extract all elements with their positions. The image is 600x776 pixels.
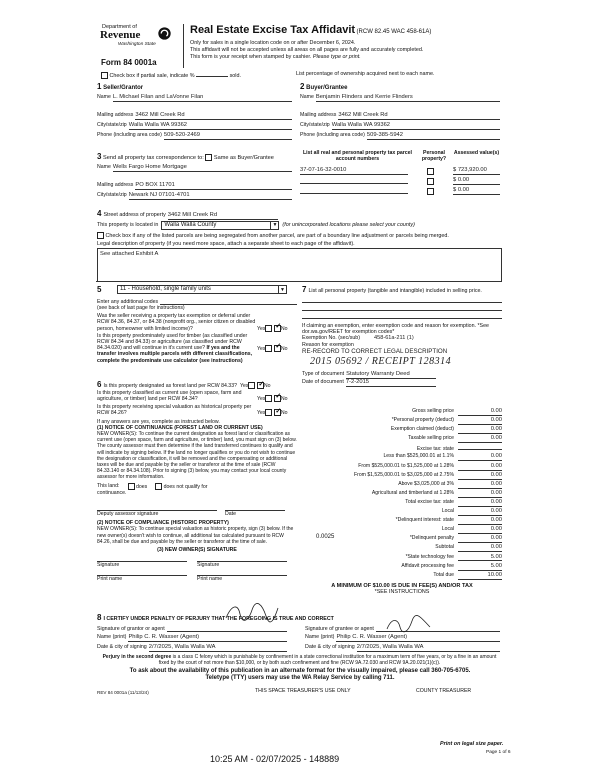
- tax-row: [302, 408, 502, 417]
- tax-row: [302, 554, 502, 563]
- tax-row: [302, 544, 502, 553]
- tax-row-label: *State technology fee: [405, 553, 454, 560]
- tax-row-value[interactable]: 0.00: [458, 535, 502, 543]
- section-divider: [96, 281, 501, 282]
- reason-label: Reason for exemption: [302, 341, 354, 348]
- section-6: [97, 380, 297, 582]
- tax-row-value[interactable]: 0.00: [458, 453, 502, 461]
- continuance-label: continuance.: [97, 489, 127, 496]
- does-not-checkbox[interactable]: [155, 483, 162, 490]
- partial-sale-checkbox[interactable]: [101, 72, 108, 79]
- doc-type-field[interactable]: Statutory Warranty Deed: [346, 371, 436, 379]
- personal-property-checkbox[interactable]: [427, 178, 434, 185]
- partial-sale-sold: sold.: [229, 73, 241, 79]
- owner-print-label-2: Print name: [197, 575, 223, 582]
- doc-date-field[interactable]: 7-2-2015: [346, 379, 436, 387]
- doc-type-row: Type of document Statutory Warranty Deed: [302, 371, 502, 379]
- grantor-date-label: Date & city of signing: [97, 643, 147, 650]
- seller-section: [97, 82, 292, 140]
- personal-property-checkbox[interactable]: [427, 188, 434, 195]
- chevron-down-icon: ▼: [270, 221, 278, 229]
- partial-sale-label: Check box if partial sale, indicate %: [109, 73, 195, 79]
- buyer-name-row: Name Benjamin Flinders and Kerrie Flinders: [300, 94, 500, 102]
- tax-row-label: Affidavit processing fee: [401, 562, 454, 569]
- exemption-claim-text: If claiming an exemption, enter exemption code and reason for exemption. *See dor.wa.gov/REET for exemption codes*: [302, 322, 489, 335]
- tax-row-label: Excise tax: state: [416, 446, 454, 453]
- tax-row-value[interactable]: 5.00: [458, 563, 502, 571]
- header-instructions: [190, 40, 423, 62]
- buyer-city-row: City/state/zip Walla Walla WA 99362: [300, 122, 500, 130]
- tax-row: [302, 453, 502, 462]
- tax-row-value[interactable]: 0.00: [458, 408, 502, 416]
- tax-row-label: Subtotal: [435, 544, 454, 551]
- correspondence-heading: 3 Send all property tax correspondence to: Same as Buyer/Grantee: [97, 152, 274, 161]
- county-row: This property is located in Walla Walla County ▼ (for unincorporated locations please select your county): [97, 221, 415, 229]
- timber-no-checkbox[interactable]: [274, 345, 281, 352]
- tax-row-value[interactable]: 0.00: [458, 490, 502, 498]
- legal-paper-note: Print on legal size paper.: [440, 741, 504, 747]
- tax-row-label: *Personal property (deduct): [391, 417, 454, 424]
- does-checkbox[interactable]: [128, 483, 135, 490]
- parcel-number-field[interactable]: [300, 178, 408, 184]
- tax-row-label: Above $3,025,000 at 3%: [398, 480, 454, 487]
- local-rate: 0.0025: [316, 534, 335, 540]
- correspondence-city-row: City/state/zip Newark NJ 07101-4701: [97, 192, 292, 200]
- section-8: [97, 613, 502, 652]
- historic-no-checkbox[interactable]: [274, 409, 281, 416]
- minimum-due-note: A MINIMUM OF $10.00 IS DUE IN FEE(S) AND/OR TAX: [331, 582, 473, 589]
- seller-phone-row: Phone (including area code) 509-520-2469: [97, 132, 292, 140]
- forest-question: 6 Is this property designated as forest land per RCW 84.33? Yes ✓ No: [97, 380, 297, 390]
- grantee-date-label: Date & city of signing: [305, 643, 355, 650]
- tax-row-value[interactable]: 0.00: [458, 417, 502, 425]
- historic-question: Is this property receiving special valuation as historical property per RCW 84.26? Yes ✓ No: [97, 404, 297, 416]
- grantee-name-label: Name (print): [305, 633, 335, 640]
- grantor-signature-label: Signature of grantor or agent: [97, 625, 165, 632]
- seller-name-row: Name L. Michael Filan and LaVonne Filan: [97, 94, 292, 102]
- buyer-heading: 2 Buyer/Grantee: [300, 82, 348, 91]
- assessed-value-field[interactable]: $ 0.00: [453, 187, 500, 195]
- tax-row: [302, 572, 502, 581]
- recording-stamp: 10:25 AM - 02/07/2025 - 148889: [210, 754, 340, 764]
- alt-format-note: To ask about the availability of this publication in an alternate format for the visually impaired, please call 360-705-6705. Teletype (TTY) users may use the WA Relay Service by calling 711.: [129, 668, 471, 681]
- page-number: Page 1 of 6: [486, 750, 511, 755]
- tax-row: [302, 417, 502, 426]
- chevron-down-icon: ▼: [278, 286, 286, 294]
- parcel-number-field[interactable]: 37-07-16-32-0010: [300, 167, 408, 175]
- personal-property-label: 7 List all personal property (tangible and intangible) included in selling price.: [302, 285, 482, 294]
- exempt-no-checkbox[interactable]: [274, 325, 281, 332]
- section-5: [97, 285, 297, 364]
- parcel-number-field[interactable]: [300, 188, 408, 194]
- grantee-name-field[interactable]: Philip C. R. Wasser (Agent): [336, 634, 500, 642]
- buyer-phone-row: Phone (including area code) 509-385-5942: [300, 132, 500, 140]
- personal-property-checkbox[interactable]: [427, 168, 434, 175]
- notice1-heading: (1) NOTICE OF CONTINUANCE (FOREST LAND OR CURRENT USE): [97, 424, 263, 431]
- doc-date-row: Date of document 7-2-2015: [302, 379, 502, 387]
- exempt-question: Was the seller receiving a property tax exemption or deferral under RCW 84.36, 84.37, or 84.38 (nonprofit org., senior citizen or disabled person, homeowner with limited income)? Yes ✓ No: [97, 313, 297, 332]
- land-use-select[interactable]: [117, 285, 287, 294]
- grantor-signature-line[interactable]: [167, 626, 287, 632]
- tax-row-value[interactable]: 0.00: [458, 435, 502, 443]
- assessed-value-field[interactable]: $ 723,920.00: [453, 167, 500, 175]
- exempt-yes-checkbox[interactable]: [265, 325, 272, 332]
- parcel-row: [300, 166, 500, 176]
- grantor-name-field[interactable]: Philip C. R. Wasser (Agent): [128, 634, 287, 642]
- assessed-value-field[interactable]: $ 0.00: [453, 177, 500, 185]
- correspondence-city-field[interactable]: Newark NJ 07101-4701: [129, 192, 292, 200]
- current-use-no-checkbox[interactable]: [274, 395, 281, 402]
- grantor-date-field[interactable]: 2/7/2025, Walla Walla WA: [149, 644, 287, 652]
- parcel-col-header: List all real and personal property tax parcel account numbers: [303, 150, 412, 163]
- historic-yes-checkbox[interactable]: [265, 409, 272, 416]
- this-land-row: This land: does does not qualify for: [97, 482, 208, 490]
- correspondence-section: [97, 152, 292, 200]
- tax-row-label: Local: [441, 508, 454, 515]
- tax-row: [302, 499, 502, 508]
- partial-sale-pct-field[interactable]: [196, 71, 228, 77]
- correspondence-mailing-row: Mailing address PO BOX 11701: [97, 182, 292, 190]
- tax-row: [302, 517, 502, 526]
- tax-row: [302, 472, 502, 481]
- tax-row-label: Exemption claimed (deduct): [390, 426, 454, 433]
- see-back-note: (see back of last page for instructions): [97, 304, 185, 311]
- street-section: [97, 209, 502, 282]
- signature-scribble-icon: [384, 615, 434, 635]
- header-line-2: This affidavit will not be accepted unless all areas on all pages are fully and accurately completed.: [190, 47, 424, 54]
- see-instructions-note: *SEE INSTRUCTIONS: [374, 589, 430, 596]
- notice1-text: NEW OWNER(S): To continue the current designation as forest land or classification as current use (open space, farm and agriculture, or timber) land, you must sign on (3) below. The county assessor must then determine if the land transferred continues to qualify and will indicate by signing below. If the land no longer qualifies or you do not wish to continue the designation or classification, it will be removed and the compensating or additional taxes will be due and payable by the seller or transferor at the time of sale (RCW 84.33.140 or 84.34.108). Prior to signing (3) below, you may contact your local county assessor for more information.: [97, 431, 297, 481]
- seller-mailing-field[interactable]: 3462 Mill Creek Rd: [135, 112, 292, 120]
- tax-row-value[interactable]: 0.00: [458, 526, 502, 534]
- timber-question: Is this property predominately used for timber (as classified under RCW 84.34 and 84.33) or agriculture (as classified under RCW 84.34.020) and will continue in it's current use? If yes and the transfer involves multiple parcels with different classifications, complete the predominate use calculator (see instructions) Yes ✓ No: [97, 333, 297, 364]
- tax-row-value[interactable]: 0.00: [458, 499, 502, 507]
- tax-row-label: Total excise tax: state: [405, 498, 454, 505]
- seller-phone-field[interactable]: 509-520-2469: [164, 132, 292, 140]
- current-use-question: Is this property classified as current use (open space, farm and agriculture, or timber) land per RCW 84.34? Yes ✓ No: [97, 390, 297, 402]
- buyer-mailing-field[interactable]: 3462 Mill Creek Rd: [338, 112, 500, 120]
- perjury-notice: Perjury in the second degree is a class C felony which is punishable by confinement in a state correctional institution for a maximum term of five years, or by a fine in an amount fixed by the court of not more than $10,000, or by both such confinement and fine (RCW 9A.72.030 and RCW 9A.20.021(1)(c)).: [102, 654, 497, 666]
- tax-row-value[interactable]: 0.00: [458, 508, 502, 516]
- additional-codes-row: Enter any additional codes: [97, 299, 297, 305]
- seller-mailing-row: Mailing address 3462 Mill Creek Rd: [97, 112, 292, 120]
- legal-description-label: Legal description of property (if you need more space, attach a separate sheet to each page of the affidavit).: [97, 241, 355, 248]
- signature-scribble-icon: [222, 602, 282, 624]
- tax-row-value[interactable]: 0.00: [458, 481, 502, 489]
- tax-row: [302, 563, 502, 572]
- rev-number: REV 84 0001a (11/13/24): [97, 690, 149, 695]
- tax-row-label: Taxable selling price: [408, 435, 454, 442]
- notice3-heading: (3) NEW OWNER(S) SIGNATURE: [157, 547, 237, 554]
- certify-heading: 8 I CERTIFY UNDER PENALTY OF PERJURY THAT THE FOREGOING IS TRUE AND CORRECT: [97, 613, 334, 622]
- tax-row-label: From $525,000.01 to $1,525,000 at 1.28%: [358, 462, 454, 469]
- tax-row-value[interactable]: [458, 444, 502, 450]
- street-row: 4 Street address of property 3462 Mill Creek Rd: [97, 209, 502, 220]
- exemption-no-row: Exemption No. (sec/sub) 458-61a-211 (1): [302, 335, 414, 342]
- tax-row: [302, 435, 502, 444]
- tax-row-value[interactable]: 0.00: [458, 544, 502, 552]
- tax-row: [302, 426, 502, 435]
- personal-property-line[interactable]: [302, 295, 502, 303]
- tax-row-value[interactable]: 0.00: [458, 426, 502, 434]
- reason-field[interactable]: RE-RECORD TO CORRECT LEGAL DESCRIPTION: [302, 348, 448, 356]
- county-select[interactable]: [161, 221, 279, 230]
- if-yes-note: If any answers are yes, complete as instructed below.: [97, 418, 220, 425]
- seller-name-field[interactable]: L. Michael Filan and LaVonne Filan: [113, 94, 292, 102]
- parcels-header: [300, 150, 500, 162]
- tax-row-label: Local: [441, 526, 454, 533]
- tax-row-label: Agricultural and timberland at 1.28%: [371, 489, 454, 496]
- correspondence-mailing-field[interactable]: PO BOX 11701: [135, 182, 292, 190]
- tax-row: [302, 508, 502, 517]
- same-as-buyer-checkbox[interactable]: [205, 154, 212, 161]
- logo-dept-text: Department of: [102, 24, 137, 30]
- form-title: [190, 24, 431, 37]
- exemption-no-field[interactable]: 458-61a-211 (1): [374, 335, 414, 342]
- form-number: Form 84 0001a: [101, 58, 157, 67]
- dor-logo: [100, 24, 180, 58]
- partial-sale-row: [101, 71, 241, 79]
- personal-col-header: Personal property?: [421, 150, 447, 163]
- buyer-city-field[interactable]: Walla Walla WA 99362: [332, 122, 500, 130]
- seller-city-field[interactable]: Walla Walla WA 99362: [129, 122, 292, 130]
- tax-row: [302, 463, 502, 472]
- county-treasurer: COUNTY TREASURER: [416, 688, 472, 694]
- personal-property-line[interactable]: [302, 303, 502, 311]
- revenue-seal-icon: [158, 27, 171, 40]
- buyer-name-field[interactable]: Benjamin Flinders and Kerrie Flinders: [316, 94, 500, 102]
- county-note: (for unincorporated locations please select your county): [282, 222, 415, 229]
- correspondence-name-row: Name Wells Fargo Home Mortgage: [97, 164, 292, 172]
- tax-row-label: From $1,525,000.01 to $3,025,000 at 2.75%: [354, 471, 454, 478]
- current-use-yes-checkbox[interactable]: [265, 395, 272, 402]
- tax-row-label: *Delinquent interest: state: [395, 517, 454, 524]
- seller-heading: 1 Seller/Grantor: [97, 82, 144, 91]
- parcel-row: [300, 186, 500, 196]
- grantor-name-label: Name (print): [97, 633, 127, 640]
- tax-calculation: [302, 408, 502, 596]
- notice2-text: NEW OWNER(S): To continue special valuation as historic property, sign (3) below. If the new owner(s) doesn't wish to continue, all additional tax calculated pursuant to RCW 84.26, shall be due and payable by the seller or transferor at the time of sale.: [97, 526, 294, 545]
- ownership-note: List percentage of ownership acquired next to each name.: [296, 71, 435, 77]
- logo-revenue-text: Revenue: [100, 29, 141, 41]
- tax-rows: [302, 408, 502, 581]
- personal-property-line[interactable]: [302, 311, 502, 319]
- owner-signature-label-2: Signature: [197, 562, 220, 569]
- logo-state-text: Washington State: [118, 42, 156, 47]
- header-line-3: This form is your receipt when stamped by cashier. Please type or print.: [190, 54, 361, 61]
- buyer-section: [300, 82, 500, 140]
- timber-yes-checkbox[interactable]: [265, 345, 272, 352]
- notice2-heading: (2) NOTICE OF COMPLIANCE (HISTORIC PROPERTY): [97, 520, 229, 527]
- tax-row-value[interactable]: 0.00: [458, 472, 502, 480]
- segregated-row: Check box if any of the listed parcels are being segregated from another parcel, are part of a boundary line adjustment or parcels being merged.: [97, 232, 502, 239]
- form-title-text: Real Estate Excise Tax Affidavit: [190, 24, 356, 36]
- parcels-table: [300, 150, 500, 196]
- tax-row-label: *Delinquent penalty: [409, 535, 454, 542]
- correspondence-name-field[interactable]: Wells Fargo Home Mortgage: [113, 164, 292, 172]
- buyer-mailing-row: Mailing address 3462 Mill Creek Rd: [300, 112, 500, 120]
- tax-row-label: Total due: [433, 571, 454, 578]
- assessed-col-header: Assessed value(s): [453, 150, 500, 156]
- additional-codes-field[interactable]: [160, 299, 297, 305]
- tax-row: [302, 481, 502, 490]
- forest-yes-checkbox[interactable]: [248, 382, 255, 389]
- parcel-row: [300, 176, 500, 186]
- land-use-row: 5 11 - Household, single family units ▼: [97, 285, 297, 295]
- grantee-signature-label: Signature of grantee or agent: [305, 625, 374, 632]
- tax-row-value[interactable]: 5.00: [458, 554, 502, 562]
- tax-row-label: Less than $525,000.01 at 1.1%: [383, 453, 454, 460]
- tax-row-label: Gross selling price: [412, 408, 454, 414]
- segregated-checkbox[interactable]: [97, 232, 104, 239]
- street-address-field[interactable]: 3462 Mill Creek Rd: [168, 212, 278, 220]
- deputy-date-label: Date: [225, 510, 236, 517]
- tax-row: [302, 444, 502, 453]
- county-select-value: Walla Walla County: [164, 221, 217, 228]
- tax-row-value[interactable]: 0.00: [458, 517, 502, 525]
- legal-description-field[interactable]: See attached Exhibit A: [97, 248, 502, 282]
- section-7: [302, 285, 502, 387]
- owner-print-label: Print name: [97, 575, 123, 582]
- buyer-phone-field[interactable]: 509-385-5942: [367, 132, 500, 140]
- seller-city-row: City/state/zip Walla Walla WA 99362: [97, 122, 292, 130]
- rcw-reference: (RCW 82.45 WAC 458-61A): [356, 29, 432, 35]
- tax-row-value[interactable]: 10.00: [458, 572, 502, 580]
- header-line-1: Only for sales in a single location code on or after December 6, 2024.: [190, 40, 356, 46]
- forest-no-checkbox[interactable]: [257, 382, 264, 389]
- header-divider: [183, 24, 184, 68]
- grantee-date-field[interactable]: 2/7/2025, Walla Walla WA: [357, 644, 500, 652]
- tax-row-value[interactable]: 0.00: [458, 463, 502, 471]
- tax-row: [302, 490, 502, 499]
- handwritten-receipt-note: 2015 05692 / RECEIPT 128314: [310, 355, 452, 367]
- land-use-value: 11 - Household, single family units: [120, 286, 211, 293]
- owner-signature-label: Signature: [97, 562, 120, 569]
- deputy-signature-label: Deputy assessor signature: [97, 510, 159, 517]
- treasurer-use: THIS SPACE TREASURER'S USE ONLY: [255, 688, 351, 694]
